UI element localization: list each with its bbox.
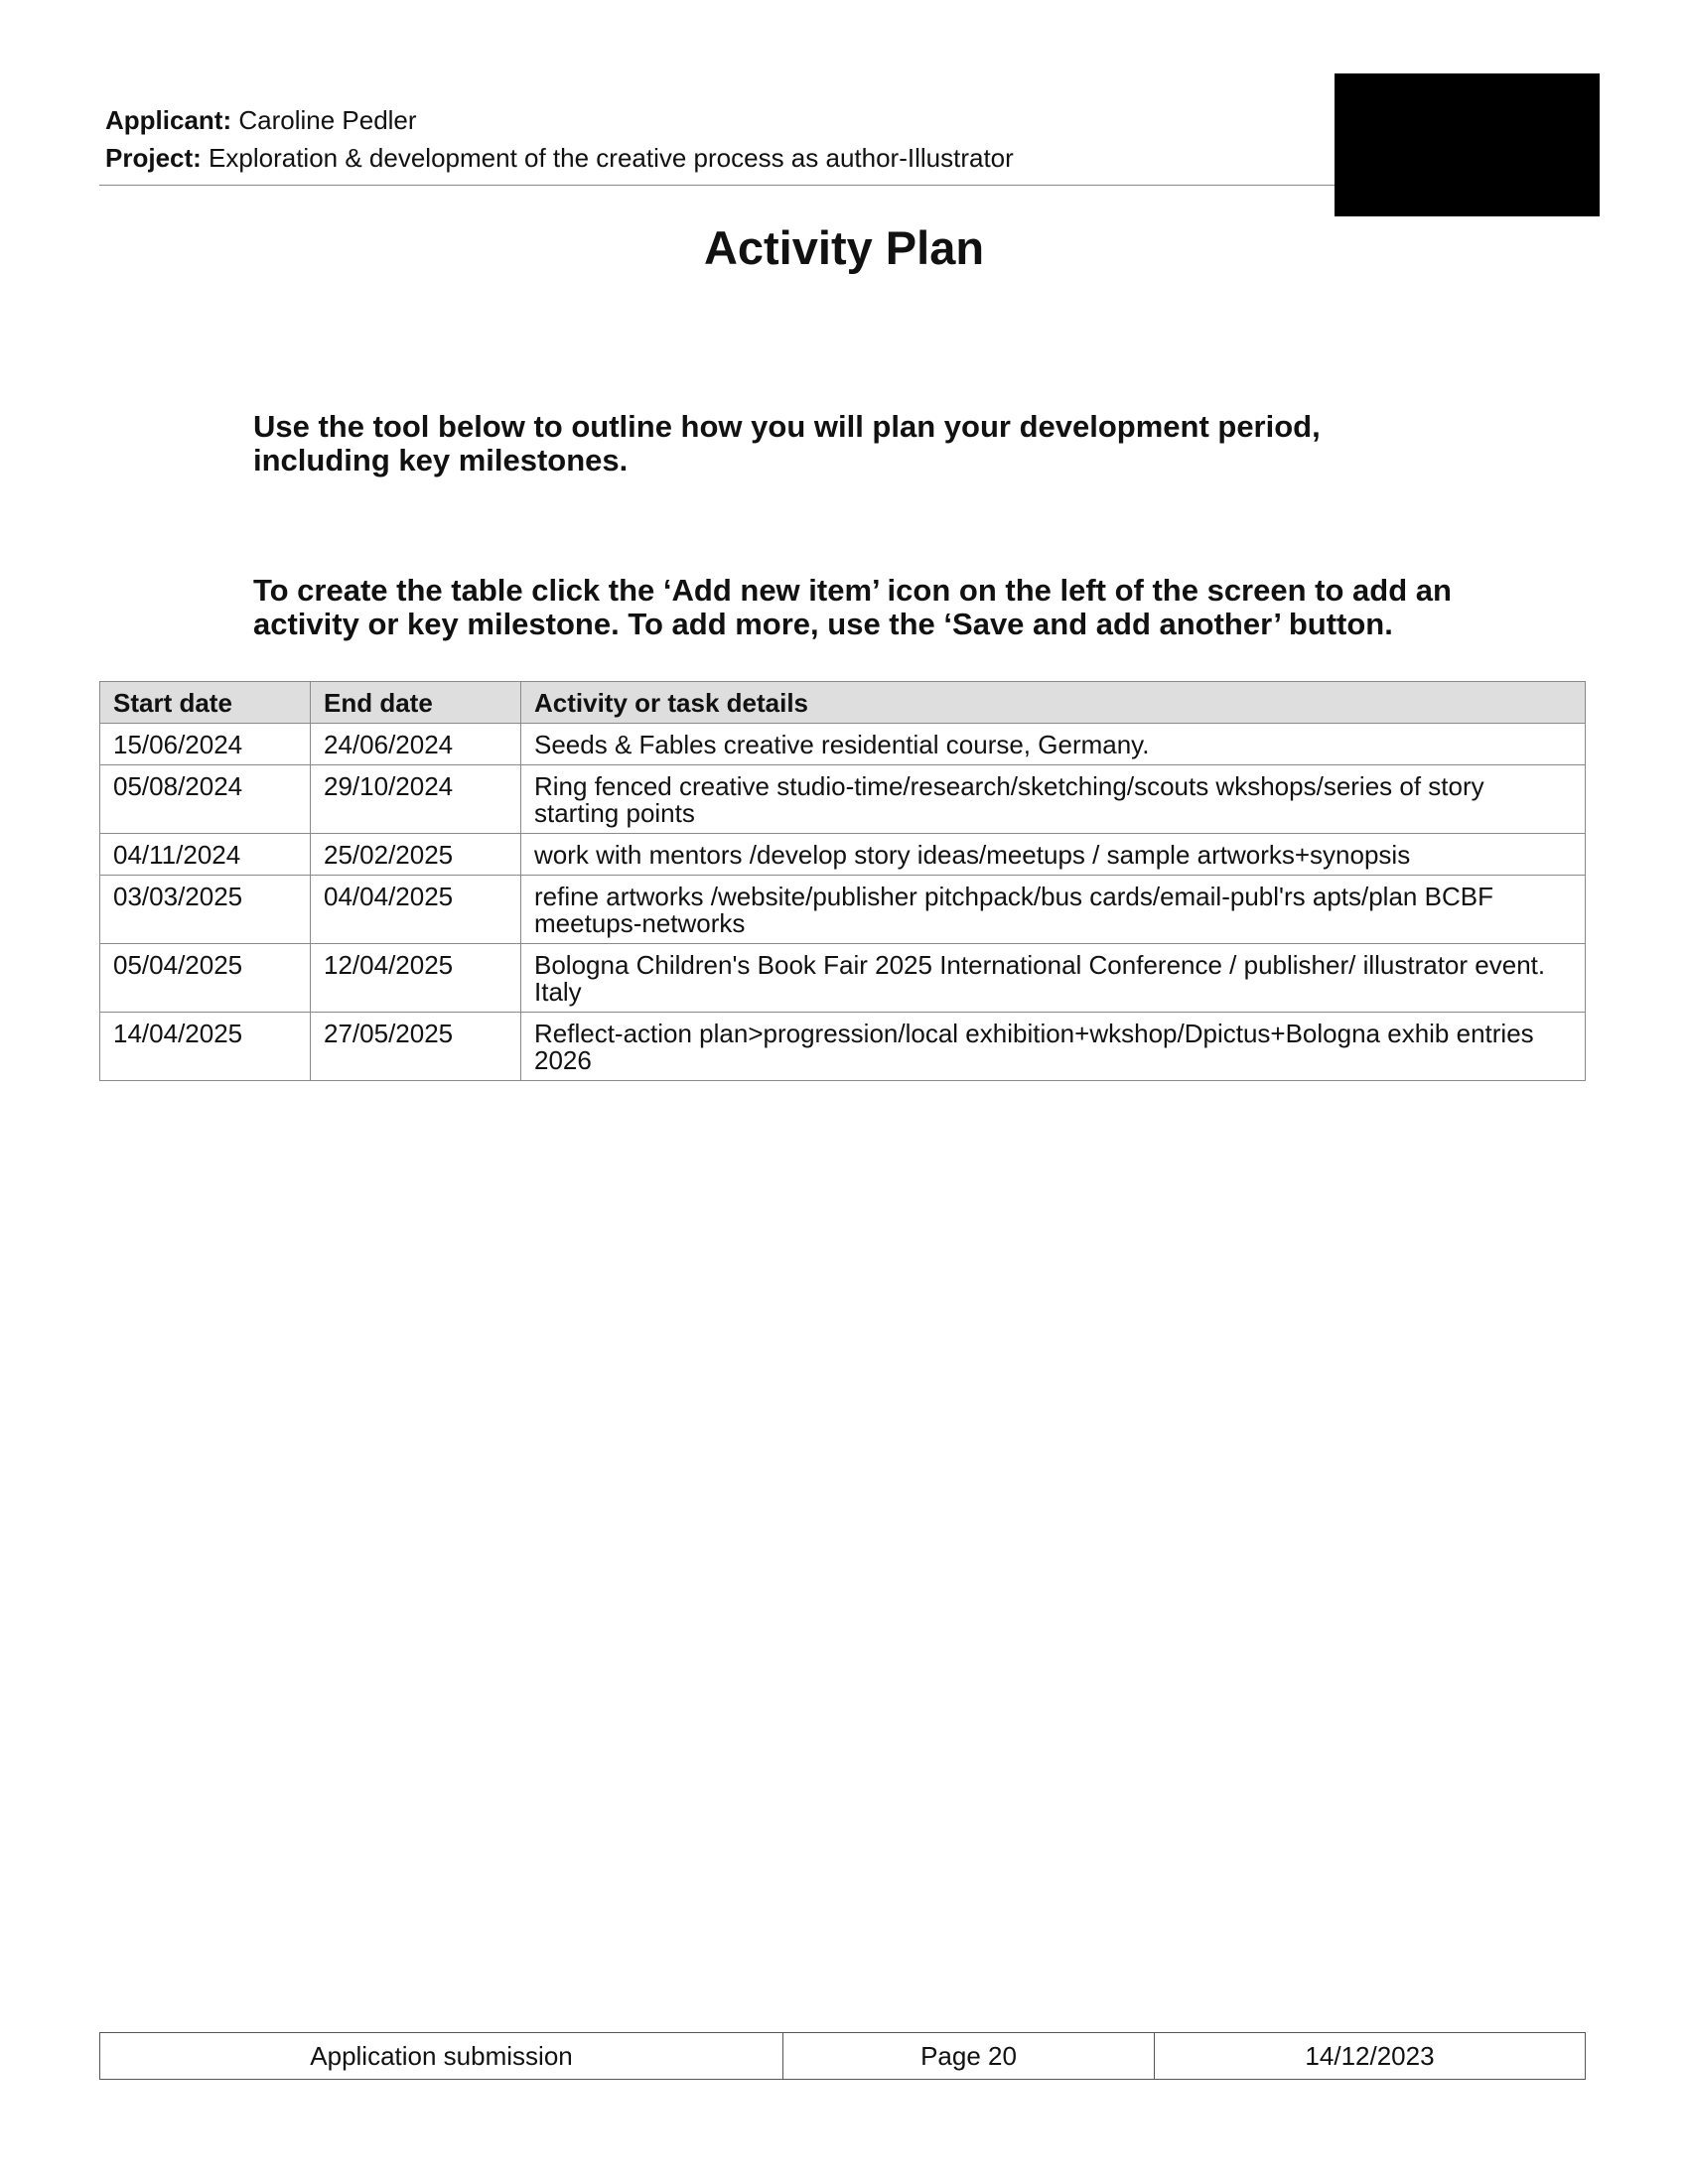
activity-cell: Seeds & Fables creative residential course, Germany. <box>521 724 1586 765</box>
column-header-start-date: Start date <box>100 682 311 724</box>
end-date-cell: 27/05/2025 <box>311 1013 521 1081</box>
activity-cell: refine artworks /website/publisher pitchpack/bus cards/email-publ'rs apts/plan BCBF meetups-networks <box>521 876 1586 944</box>
redacted-block <box>1335 73 1600 216</box>
table-row <box>100 724 1586 765</box>
start-date-cell: 14/04/2025 <box>100 1013 311 1081</box>
table-row <box>100 834 1586 876</box>
table-row <box>100 1013 1586 1081</box>
column-header-activity: Activity or task details <box>521 682 1586 724</box>
start-date-cell: 05/04/2025 <box>100 944 311 1013</box>
instruction-outline: Use the tool below to outline how you will plan your development period, including key milestones. <box>253 409 1321 478</box>
applicant-name: Caroline Pedler <box>238 105 417 135</box>
applicant-line <box>105 105 417 136</box>
end-date-cell: 12/04/2025 <box>311 944 521 1013</box>
activity-cell: work with mentors /develop story ideas/meetups / sample artworks+synopsis <box>521 834 1586 876</box>
activity-cell: Reflect-action plan>progression/local exhibition+wkshop/Dpictus+Bologna exhib entries 2026 <box>521 1013 1586 1081</box>
table-row <box>100 944 1586 1013</box>
start-date-cell: 05/08/2024 <box>100 765 311 834</box>
project-line <box>105 143 1014 174</box>
project-label: Project: <box>105 143 202 173</box>
page-header <box>99 103 1335 186</box>
start-date-cell: 15/06/2024 <box>100 724 311 765</box>
end-date-cell: 04/04/2025 <box>311 876 521 944</box>
activity-cell: Ring fenced creative studio-time/research/sketching/scouts wkshops/series of story starting points <box>521 765 1586 834</box>
page-footer <box>99 2032 1586 2080</box>
end-date-cell: 29/10/2024 <box>311 765 521 834</box>
activity-table <box>99 681 1586 1081</box>
start-date-cell: 04/11/2024 <box>100 834 311 876</box>
applicant-label: Applicant: <box>105 105 232 135</box>
project-name: Exploration & development of the creative process as author-Illustrator <box>209 143 1014 173</box>
table-header-row <box>100 682 1586 724</box>
start-date-cell: 03/03/2025 <box>100 876 311 944</box>
footer-row <box>100 2033 1586 2080</box>
activity-cell: Bologna Children's Book Fair 2025 International Conference / publisher/ illustrator event. Italy <box>521 944 1586 1013</box>
page-title: Activity Plan <box>703 221 985 274</box>
instruction-create-table: To create the table click the ‘Add new item’ icon on the left of the screen to add an activity or key milestone. To add more, use the ‘Save and add another’ button. <box>253 573 1452 641</box>
end-date-cell: 24/06/2024 <box>311 724 521 765</box>
column-header-end-date: End date <box>311 682 521 724</box>
footer-date: 14/12/2023 <box>1155 2033 1586 2080</box>
table-row <box>100 876 1586 944</box>
end-date-cell: 25/02/2025 <box>311 834 521 876</box>
footer-page-number: Page 20 <box>783 2033 1155 2080</box>
table-row <box>100 765 1586 834</box>
footer-document-type: Application submission <box>100 2033 783 2080</box>
